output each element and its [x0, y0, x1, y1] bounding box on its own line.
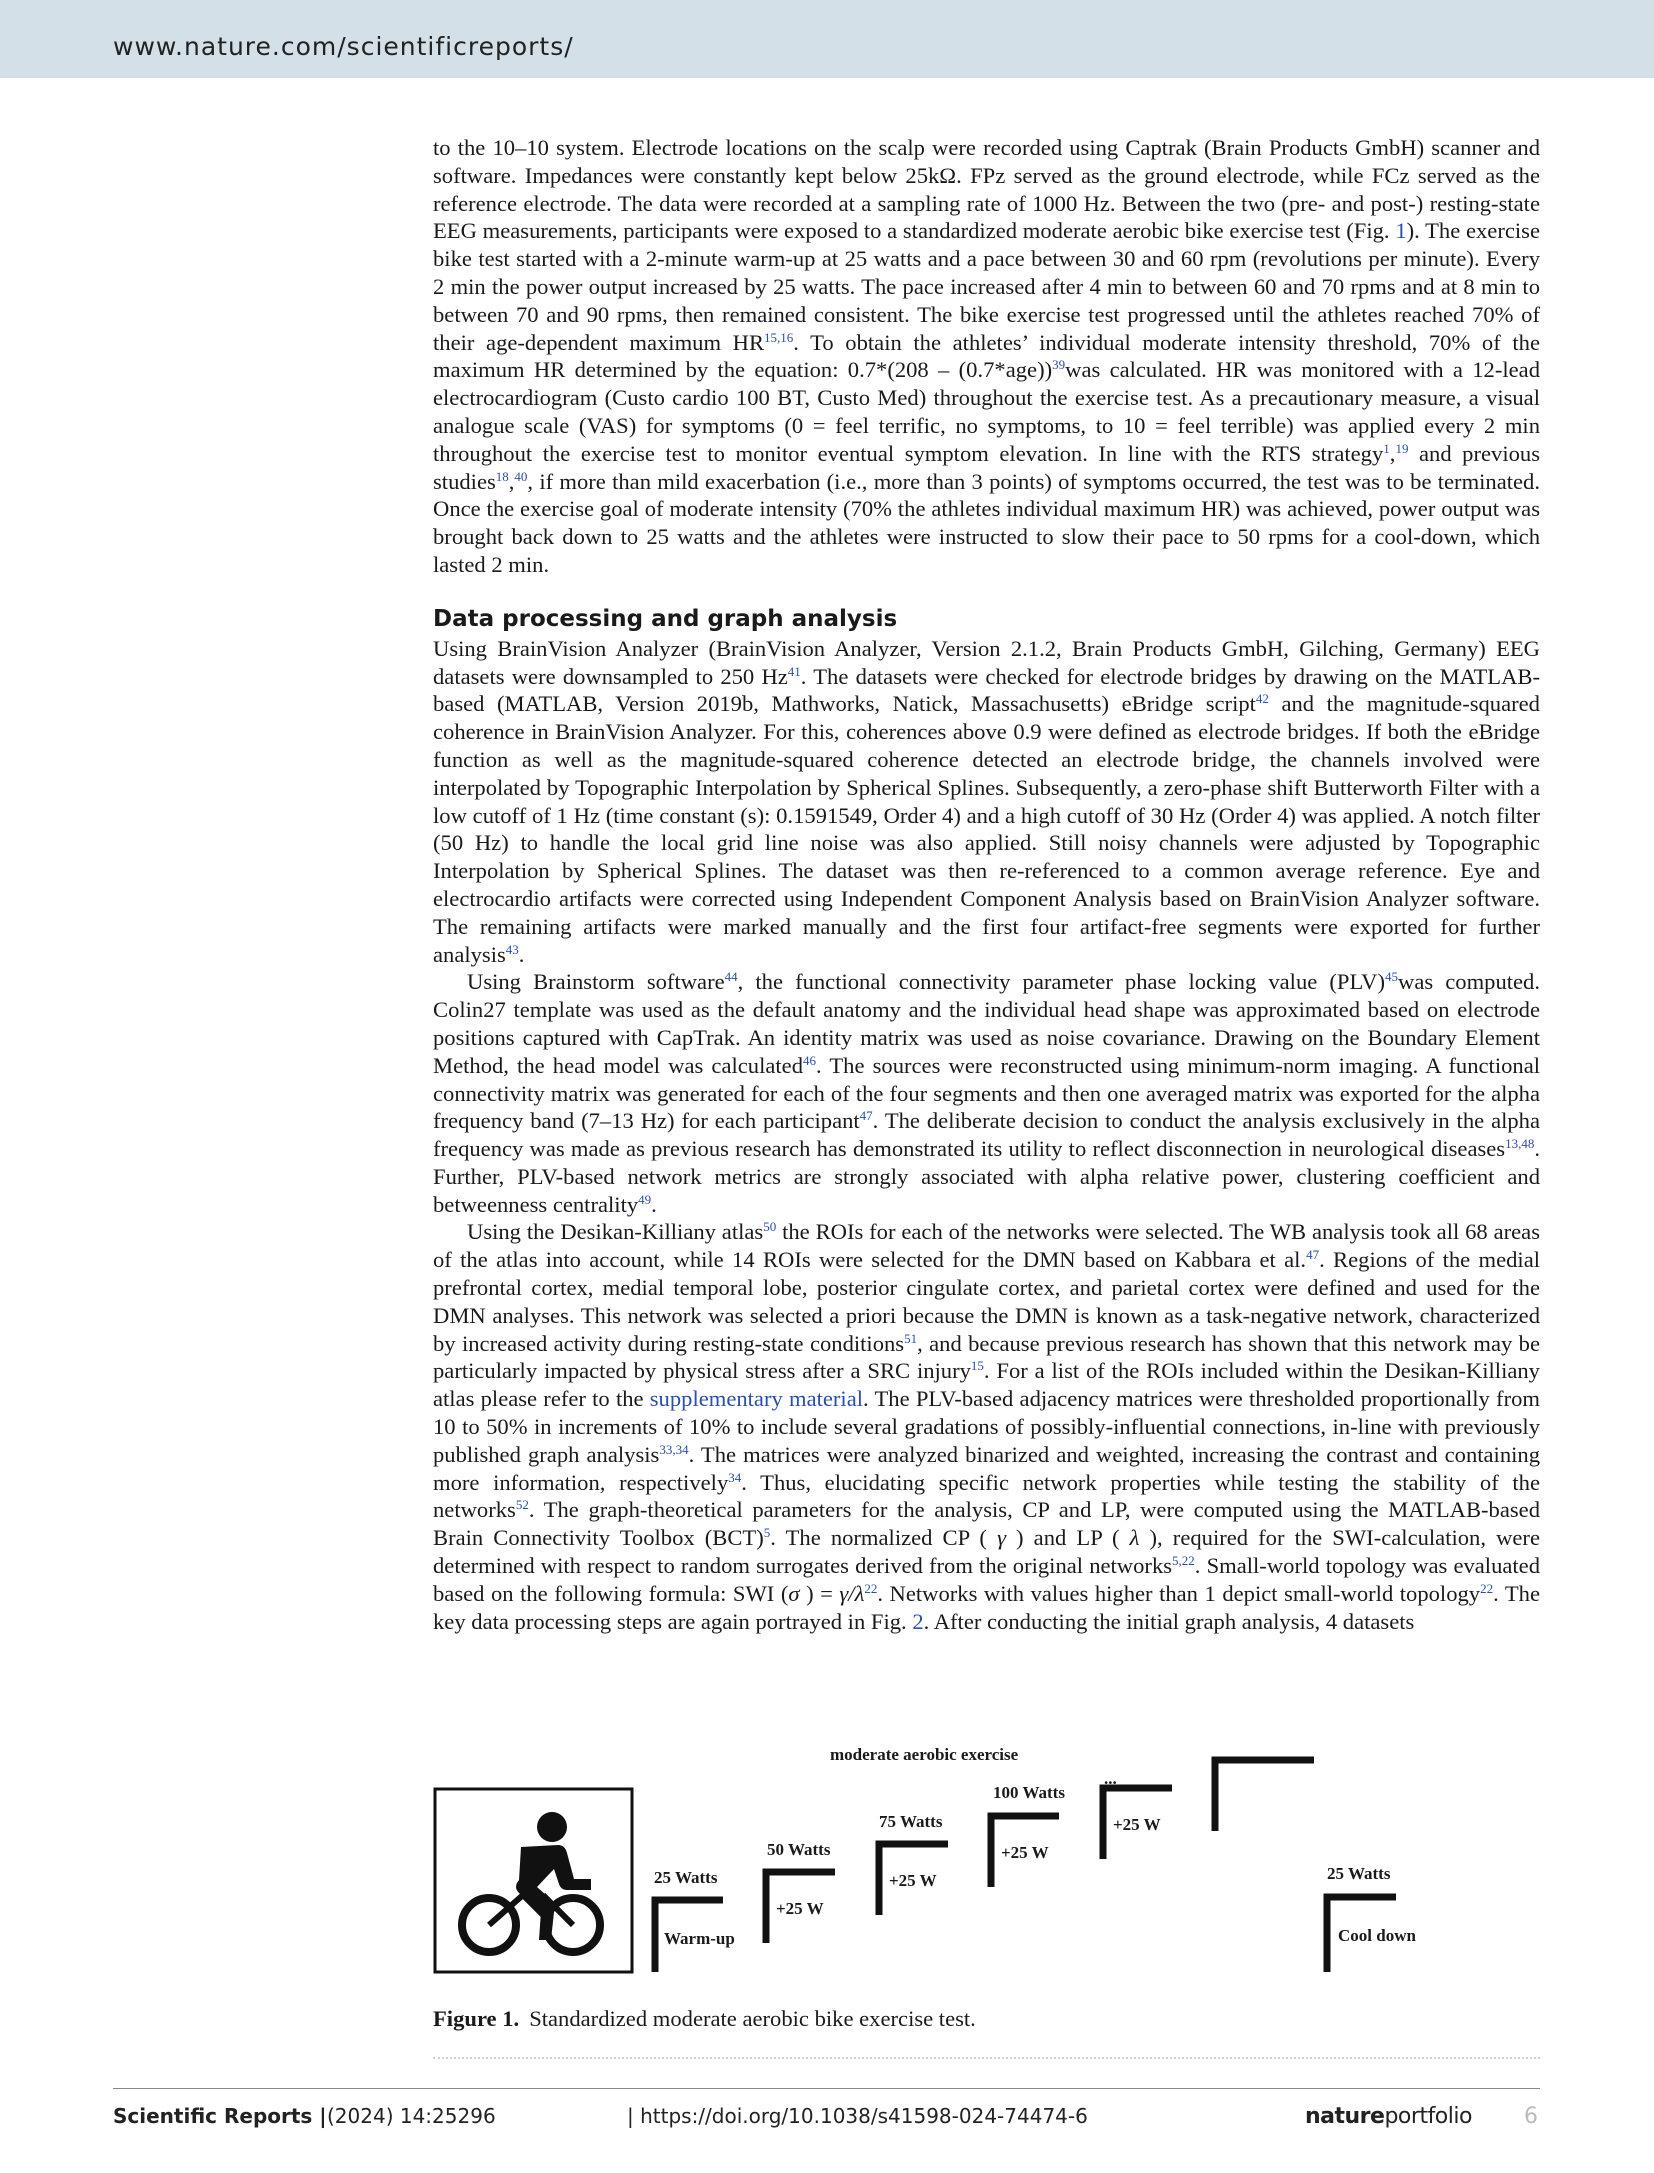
exercise-title: moderate aerobic exercise: [830, 1745, 1019, 1764]
figure-link-1[interactable]: 1: [1395, 218, 1407, 244]
sigma-symbol: σ: [788, 1580, 800, 1606]
cyclist-icon: [435, 1789, 632, 1972]
step-inner: +25 W: [889, 1871, 937, 1890]
citation[interactable]: 19: [1395, 440, 1409, 456]
citation[interactable]: 47: [1306, 1247, 1320, 1263]
citation[interactable]: 52: [515, 1497, 529, 1513]
paragraph-protocol: to the 10–10 system. Electrode locations on the scalp were recorded using Captrak (Brain Products GmbH) scanner and software. Impedances were constantly kept below 25kΩ. FPz served as the ground electrode, while FCz served as the reference electrode. The data were recorded at a sampling rate of 1000 Hz. Between the two (pre- and post-) resting-state EEG measurements, participants were exposed to a standardized moderate aerobic bike exercise test (Fig. 1). The exercise bike test started with a 2-minute warm-up at 25 watts and a pace between 30 and 60 rpm (revolutions per minute). Every 2 min the power output increased by 25 watts. The pace increased after 4 min to between 60 and 70 rpms and at 8 min to between 70 and 90 rpms, then remained consistent. The bike exercise test progressed until the athletes reached 70% of their age-dependent maximum HR$^{15,16}$. To obtain the athletes’ individual moderate intensity threshold, 70% of the maximum HR determined by the equation: 0.7*(208 – (0.7*age))$^{39}$was calculated. HR was monitored with a 12-lead electrocardiogram (Custo cardio 100 BT, Custo Med) throughout the exercise test. As a precautionary measure, a visual analogue scale (VAS) for symptoms (0 = feel terrific, no symptoms, to 10 = feel terrible) was applied every 2 min throughout the exercise test to monitor eventual symptom elevation. In line with the RTS strategy$^1$,$^{19}$ and previous studies$^{18}$,$^{40}$, if more than mild exacerbation (i.e., more than 3 points) of symptoms occurred, the test was to be terminated. Once the exercise goal of moderate intensity (70% the athletes individual maximum HR) was achieved, power output was brought back down to 25 watts and the athletes were instructed to slow their pace to 50 rpms for a cool-down, which lasted 2 min.: [433, 135, 1540, 577]
journal-header-bar: [0, 0, 1654, 78]
cooldown-label: Cool down: [1338, 1926, 1416, 1945]
citation[interactable]: 43: [505, 941, 519, 957]
citation[interactable]: 49: [638, 1191, 652, 1207]
caption-text: Standardized moderate aerobic bike exercise test.: [529, 2006, 976, 2031]
dotted-divider: [433, 2057, 1540, 2059]
step-watts: 100 Watts: [993, 1783, 1065, 1802]
article-body: [433, 134, 1540, 1635]
step-watts: 50 Watts: [767, 1840, 831, 1859]
step-watts: 75 Watts: [879, 1812, 943, 1831]
step-inner: Warm-up: [664, 1929, 735, 1948]
journal-url[interactable]: www.nature.com/scientificreports/: [113, 32, 574, 61]
citation[interactable]: 34: [728, 1469, 742, 1485]
paragraph-preprocessing: Using BrainVision Analyzer (BrainVision Analyzer, Version 2.1.2, Brain Products GmbH, Gilching, Germany) EEG datasets were downsampled to 250 Hz$^{41}$. The datasets were checked for electrode bridges by drawing on the MATLAB-based (MATLAB, Version 2019b, Mathworks, Natick, Massachusetts) eBridge script$^{42}$ and the magnitude-squared coherence in BrainVision Analyzer. For this, coherences above 0.9 were defined as electrode bridges. If both the eBridge function as well as the magnitude-squared coherence detected an electrode bridge, the channels involved were interpolated by Topographic Interpolation by Spherical Splines. Subsequently, a zero-phase shift Butterworth Filter with a low cutoff of 1 Hz (time constant (s): 0.1591549, Order 4) and a high cutoff of 30 Hz (Order 4) was applied. A notch filter (50 Hz) to handle the local grid line noise was also applied. Still noisy channels were adjusted by Topographic Interpolation by Spherical Splines. The dataset was then re-referenced to a common average reference. Eye and electrocardio artifacts were corrected using Independent Component Analysis based on BrainVision Analyzer software. The remaining artifacts were marked manually and the first four artifact-free segments were exported for further analysis$^{43}$.: [433, 635, 1540, 967]
gamma-symbol: γ: [997, 1525, 1006, 1551]
citation[interactable]: 44: [724, 969, 738, 985]
citation[interactable]: 15,16: [764, 329, 794, 345]
citation[interactable]: 39: [1052, 357, 1066, 373]
citation[interactable]: 1: [1383, 440, 1390, 456]
step-inner: +25 W: [1001, 1843, 1049, 1862]
step-inner: +25 W: [1113, 1815, 1161, 1834]
ellipsis: ...: [1104, 1769, 1117, 1788]
citation[interactable]: 45: [1385, 969, 1399, 985]
citation[interactable]: 5,22: [1172, 1553, 1195, 1569]
lambda-symbol: λ: [1129, 1525, 1140, 1551]
citation[interactable]: 22: [864, 1580, 878, 1596]
figure-caption: [433, 2006, 976, 2032]
paragraph-connectivity: Using Brainstorm software$^{44}$, the functional connectivity parameter phase locking value (PLV)$^{45}$was computed. Colin27 template was used as the default anatomy and the individual head shape was approximated based on electrode positions captured with CapTrak. An identity matrix was used as noise covariance. Drawing on the Boundary Element Method, the head model was calculated$^{46}$. The sources were reconstructed using minimum-norm imaging. A functional connectivity matrix was generated for each of the four segments and then one averaged matrix was exported for the alpha frequency band (7–13 Hz) for each participant$^{47}$. The deliberate decision to conduct the analysis exclusively in the alpha frequency was made as previous research has demonstrated its utility to reflect disconnection in neurological diseases$^{13,48}$. Further, PLV-based network metrics are strongly associated with alpha relative power, clustering coefficient and betweenness centrality$^{49}$.: [433, 969, 1541, 1217]
citation[interactable]: 40: [514, 468, 528, 484]
citation[interactable]: 51: [904, 1330, 918, 1346]
section-heading: Data processing and graph analysis: [433, 605, 898, 632]
citation[interactable]: 22: [1480, 1580, 1494, 1596]
citation[interactable]: 46: [803, 1052, 816, 1068]
citation[interactable]: 50: [763, 1219, 777, 1235]
supplementary-link[interactable]: supplementary material: [649, 1386, 864, 1412]
footer-journal: Scientific Reports |: [113, 2104, 327, 2128]
citation[interactable]: 13,48: [1505, 1136, 1535, 1152]
step-watts: 25 Watts: [654, 1868, 718, 1887]
paragraph-graph-analysis: Using the Desikan-Killiany atlas$^{50}$ the ROIs for each of the networks were selected. The WB analysis took all 68 areas of the atlas into account, while 14 ROIs were selected for the DMN based on Kabbara et al.$^{47}$. Regions of the medial prefrontal cortex, medial temporal lobe, posterior cingulate cortex, and parietal cortex were defined and used for the DMN analyses. This network was selected a priori because the DMN is known as a task-negative network, characterized by increased activity during resting-state conditions$^{51}$, and because previous research has shown that this network may be particularly impacted by physical stress after a SRC injury$^{15}$. For a list of the ROIs included within the Desikan-Killiany atlas please refer to the supplementary material. The PLV-based adjacency matrices were thresholded proportionally from 10 to 50% in increments of 10% to include several gradations of possibly-influential connections, in-line with previously published graph analysis$^{33,34}$. The matrices were analyzed binarized and weighted, increasing the contrast and containing more information, respectively$^{34}$. Thus, elucidating specific network properties while testing the stability of the networks$^{52}$. The graph-theoretical parameters for the analysis, CP and LP, were computed using the MATLAB-based Brain Connectivity Toolbox (BCT)$^5$. The normalized CP ( γ ) and LP ( λ ), required for the SWI-calculation, were determined with respect to random surrogates derived from the original networks$^{5,22}$. Small-world topology was evaluated based on the following formula: SWI (σ ) = $\gamma/\lambda^{22}$. Networks with values higher than 1 depict small-world topology$^{22}$. The key data processing steps are again portrayed in Fig. 2. After conducting the initial graph analysis, 4 datasets: [433, 1219, 1541, 1634]
caption-label: Figure 1.: [433, 2006, 520, 2031]
footer-doi-link[interactable]: | https://doi.org/10.1038/s41598-024-74474-6: [627, 2104, 1088, 2128]
citation[interactable]: 5: [763, 1525, 771, 1541]
nature-portfolio-logo: natureportfolio: [1305, 2104, 1472, 2129]
citation[interactable]: 42: [1255, 691, 1269, 707]
figure-link-2[interactable]: 2: [912, 1608, 924, 1634]
page-number: 6: [1524, 2104, 1538, 2129]
citation[interactable]: 41: [787, 663, 801, 679]
citation[interactable]: 33,34: [659, 1441, 689, 1457]
cooldown-watts: 25 Watts: [1327, 1864, 1391, 1883]
figure-1: [433, 1745, 1540, 1990]
citation[interactable]: 18: [495, 468, 509, 484]
footer-divider: [113, 2088, 1540, 2089]
step-inner: +25 W: [776, 1899, 824, 1918]
swi-fraction: γ/λ: [839, 1580, 865, 1606]
footer-volume: (2024) 14:25296: [327, 2104, 496, 2128]
citation[interactable]: 47: [859, 1108, 873, 1124]
citation[interactable]: 15: [970, 1358, 984, 1374]
